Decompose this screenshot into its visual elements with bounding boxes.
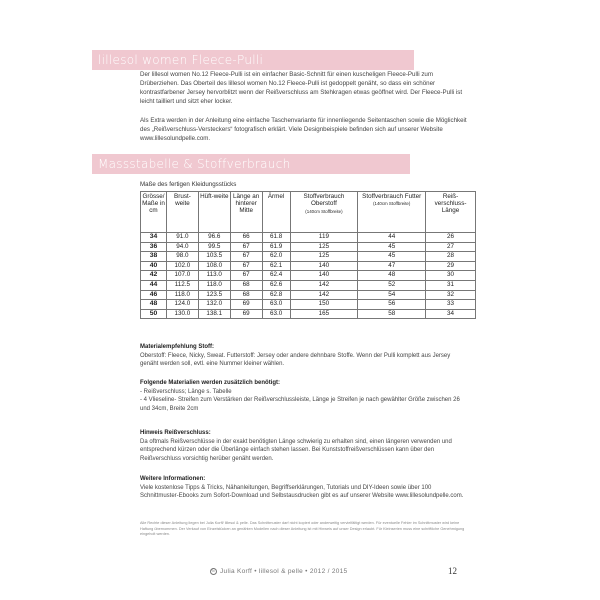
table-cell: 63.0 bbox=[262, 300, 290, 310]
supplies-line-zipper: - Reißverschluss; Länge s. Tabelle bbox=[140, 388, 232, 395]
header-size: Grösse/ Maße in cm bbox=[141, 192, 167, 233]
table-cell: 108.0 bbox=[198, 261, 230, 271]
table-row bbox=[141, 271, 476, 281]
table-cell: 62.1 bbox=[262, 261, 290, 271]
info-section bbox=[140, 475, 470, 501]
table-cell: 31 bbox=[426, 280, 476, 290]
table-cell: 107.0 bbox=[166, 271, 198, 281]
size-cell: 48 bbox=[141, 300, 167, 310]
material-section bbox=[140, 343, 470, 369]
table-cell: 67 bbox=[230, 261, 262, 271]
table-cell: 98.0 bbox=[166, 252, 198, 262]
table-cell: 140 bbox=[290, 261, 358, 271]
table-cell: 33 bbox=[426, 300, 476, 310]
table-cell: 132.0 bbox=[198, 300, 230, 310]
extra-paragraph: Als Extra werden in der Anleitung eine einfache Taschenvariante für innenliegende Seitentaschen sowie die Möglichkeit des „Reißverschluss-Versteckers“ fotografisch erklärt. Viele Designbeispiele befinden sich auf unserer Website www.lillesolundpelle.com. bbox=[140, 117, 467, 142]
size-cell: 36 bbox=[141, 242, 167, 252]
table-cell: 69 bbox=[230, 300, 262, 310]
table-cell: 45 bbox=[358, 242, 426, 252]
table-cell: 165 bbox=[290, 309, 358, 319]
intro-banner: lillesol women Fleece-Pulli bbox=[92, 50, 414, 70]
table-cell: 94.0 bbox=[166, 242, 198, 252]
table-cell: 52 bbox=[358, 280, 426, 290]
table-body bbox=[141, 233, 476, 319]
table-cell: 99.5 bbox=[198, 242, 230, 252]
table-cell: 69 bbox=[230, 309, 262, 319]
table-row bbox=[141, 280, 476, 290]
table-cell: 62.8 bbox=[262, 290, 290, 300]
table-cell: 58 bbox=[358, 309, 426, 319]
table-cell: 34 bbox=[426, 309, 476, 319]
table-cell: 61.9 bbox=[262, 242, 290, 252]
table-cell: 61.8 bbox=[262, 233, 290, 243]
header-back-length: Länge an hinterer Mitte bbox=[230, 192, 262, 233]
table-cell: 118.0 bbox=[166, 290, 198, 300]
table-cell: 45 bbox=[358, 252, 426, 262]
table-cell: 142 bbox=[290, 290, 358, 300]
table-cell: 142 bbox=[290, 280, 358, 290]
table-cell: 91.0 bbox=[166, 233, 198, 243]
table-cell: 30 bbox=[426, 271, 476, 281]
table-cell: 150 bbox=[290, 300, 358, 310]
table-cell: 102.0 bbox=[166, 261, 198, 271]
table-cell: 48 bbox=[358, 271, 426, 281]
table-cell: 118.0 bbox=[198, 280, 230, 290]
header-fabric-outer-note: (140cm Stoffbreite) bbox=[305, 208, 343, 214]
table-header-row bbox=[141, 192, 476, 233]
size-cell: 40 bbox=[141, 261, 167, 271]
table-banner: Massstabelle & Stoffverbrauch bbox=[92, 154, 410, 174]
copyright-icon: © bbox=[211, 568, 216, 574]
table-cell: 68 bbox=[230, 290, 262, 300]
table-cell: 140 bbox=[290, 271, 358, 281]
table-row bbox=[141, 242, 476, 252]
size-cell: 38 bbox=[141, 252, 167, 262]
header-hip: Hüft-weite bbox=[198, 192, 230, 233]
table-row bbox=[141, 252, 476, 262]
table-cell: 32 bbox=[426, 290, 476, 300]
table-cell: 96.6 bbox=[198, 233, 230, 243]
table-cell: 130.0 bbox=[166, 309, 198, 319]
supplies-section bbox=[140, 379, 470, 413]
table-cell: 125 bbox=[290, 242, 358, 252]
supplies-heading: Folgende Materialien werden zusätzlich benötigt: bbox=[140, 380, 281, 386]
table-cell: 123.5 bbox=[198, 290, 230, 300]
table-cell: 67 bbox=[230, 242, 262, 252]
table-cell: 124.0 bbox=[166, 300, 198, 310]
size-cell: 34 bbox=[141, 233, 167, 243]
page-number: 12 bbox=[448, 566, 457, 576]
size-cell: 42 bbox=[141, 271, 167, 281]
table-row bbox=[141, 309, 476, 319]
info-heading: Weitere Informationen: bbox=[140, 476, 206, 482]
header-zipper: Reiß-verschluss-Länge bbox=[426, 192, 476, 233]
material-text: Oberstoff: Fleece, Nicky, Sweat. Futterstoff: Jersey oder andere dehnbare Stoffe. Wenn der Pulli komplett aus Jersey genäht werden soll, evtl. eine Nummer kleiner wählen. bbox=[140, 352, 451, 368]
table-cell: 63.0 bbox=[262, 309, 290, 319]
zipper-note-heading: Hinweis Reißverschluss: bbox=[140, 430, 211, 436]
table-cell: 62.0 bbox=[262, 252, 290, 262]
table-cell: 26 bbox=[426, 233, 476, 243]
table-cell: 119 bbox=[290, 233, 358, 243]
table-row bbox=[141, 261, 476, 271]
table-row bbox=[141, 290, 476, 300]
header-fabric-lining-label: Stoffverbrauch Futter bbox=[362, 192, 422, 200]
size-table bbox=[140, 191, 476, 319]
table-cell: 47 bbox=[358, 261, 426, 271]
zipper-note-text: Da oftmals Reißverschlüsse in der exakt benötigten Länge schwierig zu erhalten sind, einen längeren verwenden und entsprechend kürzen oder die Überlänge einfach stehen lassen. Bei Kunststoffreißverschlüssen kann über den Reißverschluss vorsichtig herüber genäht werden. bbox=[140, 438, 452, 462]
table-caption: Maße des fertigen Kleidungsstücks bbox=[140, 181, 237, 188]
table-cell: 62.6 bbox=[262, 280, 290, 290]
header-fabric-outer-label: Stoffverbrauch Oberstoff bbox=[303, 192, 345, 207]
table-cell: 68 bbox=[230, 280, 262, 290]
info-text: Viele kostenlose Tipps & Tricks, Nähanleitungen, Begriffserklärungen, Tutorials und DIY-Ideen sowie über 100 Schnittmuster-Ebooks zum Sofort-Download und Selbstausdrucken gibt es auf unserer Website www.lillesolundpelle.com. bbox=[140, 484, 464, 500]
table-cell: 62.4 bbox=[262, 271, 290, 281]
table-cell: 125 bbox=[290, 252, 358, 262]
footer-text: Julia Korff • lillesol & pelle • 2012 / 2015 bbox=[220, 568, 348, 576]
supplies-line-interfacing: - 4 Vlieseline- Streifen zum Verstärken der Reißverschlussleiste, Länge je Streifen je nach gewählter Größe zwischen 26 und 34cm, Breite 2cm bbox=[140, 397, 460, 412]
header-chest: Brust-weite bbox=[166, 192, 198, 233]
intro-paragraph: Der lillesol women No.12 Fleece-Pulli ist ein einfacher Basic-Schnitt für einen kuscheligen Fleece-Pulli zum Drüberziehen. Das Oberteil des lillesol women No.12 Fleece-Pulli ist gedoppelt genäht, so dass ein schöner kontrastfarbener Jersey hervorblitzt wenn der Reißverschluss am Stehkragen etwas geöffnet wird. Der Fleece-Pulli ist leicht tailliert und sitzt eher locker. bbox=[140, 71, 463, 105]
table-row bbox=[141, 300, 476, 310]
table-row bbox=[141, 233, 476, 243]
table-cell: 54 bbox=[358, 290, 426, 300]
table-cell: 67 bbox=[230, 252, 262, 262]
size-cell: 46 bbox=[141, 290, 167, 300]
header-fabric-outer bbox=[290, 192, 358, 233]
size-cell: 44 bbox=[141, 280, 167, 290]
table-cell: 113.0 bbox=[198, 271, 230, 281]
material-heading: Materialempfehlung Stoff: bbox=[140, 344, 215, 350]
table-cell: 138.1 bbox=[198, 309, 230, 319]
table-cell: 66 bbox=[230, 233, 262, 243]
table-cell: 112.5 bbox=[166, 280, 198, 290]
table-cell: 56 bbox=[358, 300, 426, 310]
page-footer bbox=[210, 568, 347, 575]
table-cell: 27 bbox=[426, 242, 476, 252]
table-cell: 29 bbox=[426, 261, 476, 271]
table-cell: 67 bbox=[230, 271, 262, 281]
table-cell: 103.5 bbox=[198, 252, 230, 262]
copyright-fine-print: Alle Rechte dieser Anleitung liegen bei Julia Korff/ lillesol & pelle. Das Schnittmuster darf nicht kopiert oder anderweitig vervielfältigt werden. Für eventuelle Fehler im Schnittmuster wird keine Haftung übernommen. Der Verkauf von Einzelstücken an genähten Modellen nach dieser Anleitung ist mit Hinweis auf unser Design erlaubt. Für Kleinserien muss eine schriftliche Genehmigung eingeholt werden. bbox=[140, 521, 465, 537]
header-fabric-lining bbox=[358, 192, 426, 233]
size-cell: 50 bbox=[141, 309, 167, 319]
table-cell: 44 bbox=[358, 233, 426, 243]
header-sleeve: Ärmel bbox=[262, 192, 290, 233]
table-cell: 28 bbox=[426, 252, 476, 262]
header-fabric-lining-note: (140cm Stoffbreite) bbox=[373, 201, 411, 207]
zipper-note-section bbox=[140, 429, 470, 463]
